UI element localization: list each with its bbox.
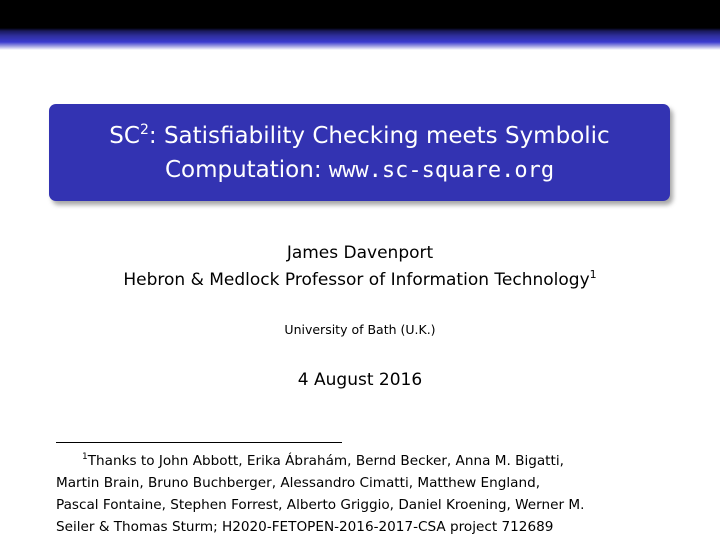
title-line-1 bbox=[49, 119, 670, 153]
footnote-rule bbox=[56, 442, 342, 443]
footnote-line-2: Martin Brain, Bruno Buchberger, Alessandro Cimatti, Matthew England, bbox=[56, 475, 541, 491]
author-position: Hebron & Medlock Professor of Information Technology bbox=[123, 270, 590, 290]
footnote-line-1-text: Thanks to John Abbott, Erika Ábrahám, Bernd Becker, Anna M. Bigatti, bbox=[87, 453, 564, 469]
title-url: www.sc-square.org bbox=[328, 158, 555, 183]
author-block bbox=[0, 240, 720, 294]
title-line-2-text: Computation: bbox=[164, 157, 329, 183]
title-prefix: SC bbox=[109, 123, 140, 149]
author-footnote-mark: 1 bbox=[589, 268, 597, 281]
footnote-line-4: Seiler & Thomas Sturm; H2020-FETOPEN-2016-2017-CSA project 712689 bbox=[56, 519, 554, 535]
author-position-line bbox=[0, 267, 720, 294]
footnote-mark: 1 bbox=[82, 452, 88, 462]
title-line-2 bbox=[49, 153, 670, 188]
author-name: James Davenport bbox=[286, 243, 434, 263]
institute: University of Bath (U.K.) bbox=[284, 322, 436, 337]
title-box bbox=[49, 104, 670, 201]
footnote-line-3: Pascal Fontaine, Stephen Forrest, Alberto Griggio, Daniel Kroening, Werner M. bbox=[56, 497, 585, 513]
footnote-line-1 bbox=[56, 450, 676, 472]
date: 4 August 2016 bbox=[297, 370, 423, 390]
footnote bbox=[56, 450, 676, 538]
header-bar bbox=[0, 0, 720, 50]
title-line-1-rest: : Satisfiability Checking meets Symbolic bbox=[148, 123, 610, 149]
title-superscript: 2 bbox=[139, 122, 149, 138]
